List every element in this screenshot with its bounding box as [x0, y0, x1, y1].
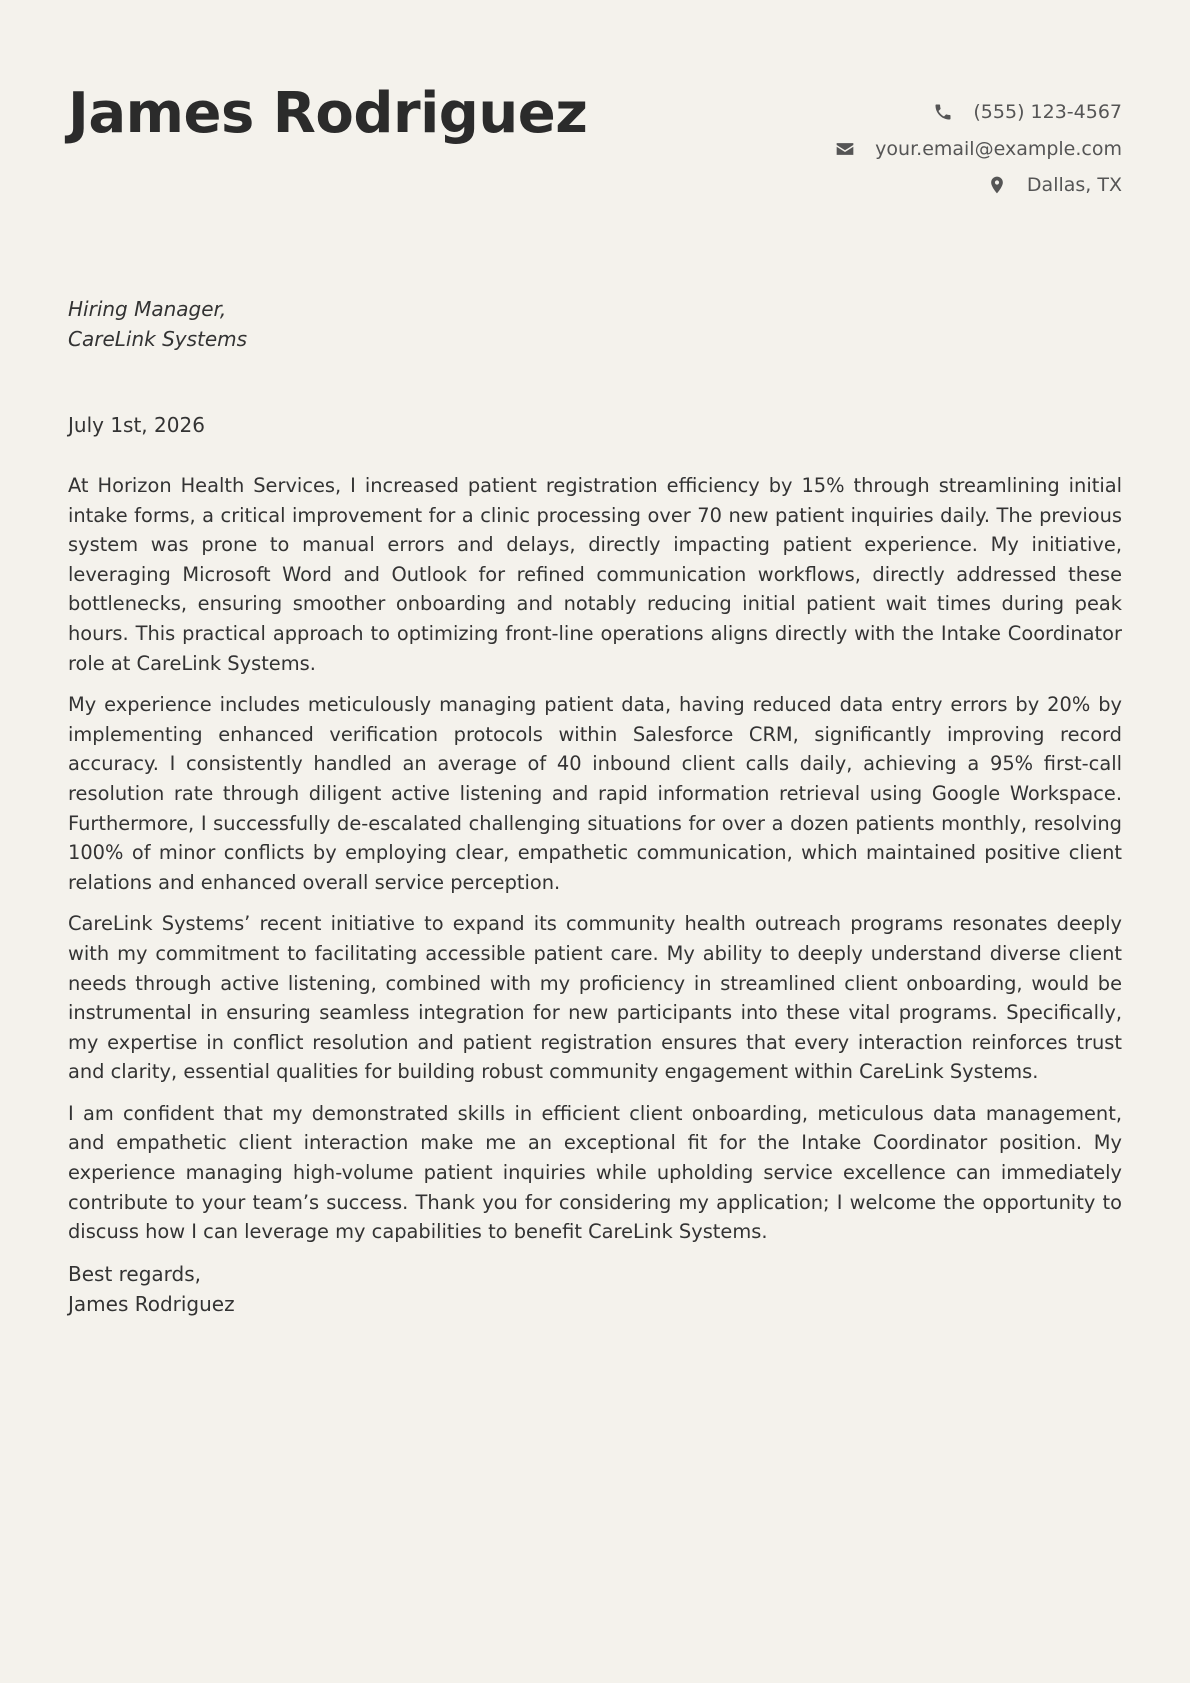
- paragraph-1: At Horizon Health Services, I increased patient registration efficiency by 15% through streamlining initial intake forms, a critical improvement for a clinic processing over 70 new patient inquiries daily. The previous system was prone to manual errors and delays, directly impacting patient experience. My initiative, leveraging Microsoft Word and Outlook for refined communication workflows, directly addressed these bottlenecks, ensuring smoother onboarding and notably reducing initial patient wait times during peak hours. This practical approach to optimizing front-line operations aligns directly with the Intake Coordinator role at CareLink Systems.: [68, 474, 1122, 675]
- letter-date: July 1st, 2026: [68, 413, 205, 437]
- paragraph-3: CareLink Systems’ recent initiative to expand its community health outreach programs resonates deeply with my commitment to facilitating accessible patient care. My ability to deeply understand diverse client needs through active listening, combined with my proficiency in streamlined client onboarding, would be instrumental in ensuring seamless integration for new participants into these vital programs. Specifically, my expertise in conflict resolution and patient registration ensures that every interaction reinforces trust and clarity, essential qualities for building robust community engagement within CareLink Systems.: [68, 912, 1122, 1084]
- applicant-name: James Rodriguez: [68, 81, 588, 146]
- contact-location-row: [835, 167, 1122, 204]
- letter-body: [68, 471, 1122, 1247]
- contact-phone-row: [835, 94, 1122, 131]
- recipient-company: CareLink Systems: [68, 327, 248, 351]
- recipient-title: Hiring Manager,: [68, 297, 227, 321]
- contact-block: [835, 94, 1122, 204]
- closing-block: [68, 1259, 1122, 1319]
- closing-salutation: Best regards,: [68, 1261, 202, 1286]
- contact-location-text: Dallas, TX: [1026, 174, 1122, 197]
- contact-email-row: [835, 131, 1122, 168]
- paragraph-4: I am confident that my demonstrated skills in efficient client onboarding, meticulous data management, and empathetic client interaction make me an exceptional fit for the Intake Coordinator position. My experience managing high-volume patient inquiries while upholding service excellence can immediately contribute to your team’s success. Thank you for considering my application; I welcome the opportunity to discuss how I can leverage my capabilities to benefit CareLink Systems.: [68, 1101, 1122, 1244]
- phone-icon: [933, 102, 953, 122]
- contact-email-text: your.email@example.com: [875, 137, 1122, 160]
- envelope-icon: [835, 139, 855, 159]
- contact-phone-text: (555) 123-4567: [973, 101, 1122, 124]
- closing-signature: James Rodriguez: [68, 1291, 235, 1316]
- map-marker-icon: [987, 175, 1007, 195]
- letter-header: [68, 76, 1122, 206]
- paragraph-2: My experience includes meticulously managing patient data, having reduced data entry errors by 20% by implementing enhanced verification protocols within Salesforce CRM, significantly improving record accuracy. I consistently handled an average of 40 inbound client calls daily, achieving a 95% first-call resolution rate through diligent active listening and rapid information retrieval using Google Workspace. Furthermore, I successfully de-escalated challenging situations for over a dozen patients monthly, resolving 100% of minor conflicts by employing clear, empathetic communication, which maintained positive client relations and enhanced overall service perception.: [68, 693, 1122, 894]
- recipient-block: [68, 294, 1122, 354]
